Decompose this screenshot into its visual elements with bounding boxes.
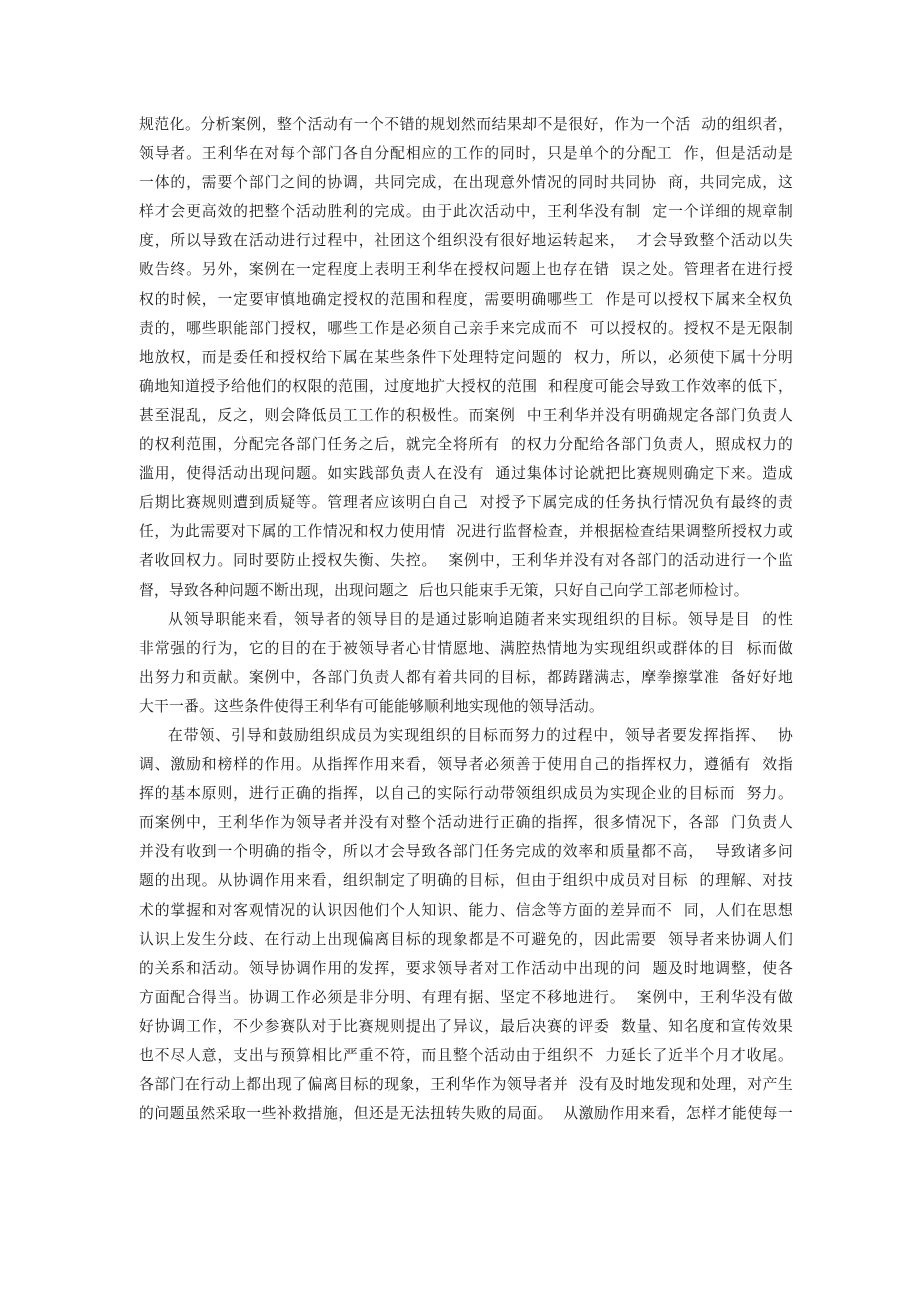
text-line: 各部门在行动上都出现了偏离目标的现象，王利华作为领导者并 没有及时地发现和处理，对产生	[139, 1076, 793, 1094]
text-line: 责的，哪些职能部门授权，哪些工作是必须自己亲手来完成而不 可以授权的。授权不是无限制	[139, 319, 793, 337]
text-line: 好协调工作，不少参赛队对于比赛规则提出了异议，最后决赛的评委 数量、知名度和宣传效果	[139, 1017, 793, 1035]
text-line: 地放权，而是委任和授权给下属在某些条件下处理特定问题的 权力，所以，必须使下属十分明	[139, 348, 793, 366]
text-line: 者收回权力。同时要防止授权失衡、失控。 案例中，王利华并没有对各部门的活动进行一个监	[139, 552, 793, 570]
text-line: 后期比赛规则遭到质疑等。管理者应该明白自己 对授予下属完成的任务执行情况负有最终的责	[139, 494, 793, 512]
text-line: 在带领、引导和鼓励组织成员为实现组织的目标而努力的过程中，领导者要发挥指挥、 协	[168, 726, 793, 744]
text-line: 任，为此需要对下属的工作情况和权力使用情 况进行监督检查，并根据检查结果调整所授权力或	[139, 523, 793, 541]
text-line: 滥用，使得活动出现问题。如实践部负责人在没有 通过集体讨论就把比赛规则确定下来。造成	[139, 465, 793, 483]
text-line: 的关系和活动。领导协调作用的发挥，要求领导者对工作活动中出现的问 题及时地调整，使各	[139, 959, 793, 977]
text-line: 度，所以导致在活动进行过程中，社团这个组织没有很好地运转起来， 才会导致整个活动以失	[139, 232, 793, 250]
text-line: 的问题虽然采取一些补救措施，但还是无法扭转失败的局面。 从激励作用来看，怎样才能使每一	[139, 1105, 793, 1123]
text-line: 出努力和贡献。案例中，各部门负责人都有着共同的目标，都踌躇满志，摩拳擦掌准 备好好地	[139, 668, 793, 686]
text-line: 权的时候，一定要审慎地确定授权的范围和程度，需要明确哪些工 作是可以授权下属来全权负	[139, 290, 793, 308]
text-line: 大干一番。这些条件使得王利华有可能能够顺利地实现他的领导活动。	[139, 697, 604, 715]
text-line: 样才会更高效的把整个活动胜利的完成。由于此次活动中，王利华没有制 定一个详细的规章制	[139, 203, 793, 221]
text-line: 调、激励和榜样的作用。从指挥作用来看，领导者必须善于使用自己的指挥权力，遵循有 效指	[139, 756, 793, 774]
text-line: 题的出现。从协调作用来看，组织制定了明确的目标，但由于组织中成员对目标 的理解、对技	[139, 872, 793, 890]
text-line: 术的掌握和对客观情况的认识因他们个人知识、能力、信念等方面的差异而不 同，人们在思想	[139, 901, 793, 919]
text-line: 领导者。王利华在对每个部门各自分配相应的工作的同时，只是单个的分配工 作，但是活动是	[139, 145, 793, 163]
text-line: 甚至混乱，反之，则会降低员工工作的积极性。而案例 中王利华并没有明确规定各部门负责人	[139, 406, 793, 424]
text-line: 并没有收到一个明确的指令，所以才会导致各部门任务完成的效率和质量都不高， 导致诸多问	[139, 843, 793, 861]
text-line: 的权利范围，分配完各部门任务之后，就完全将所有 的权力分配给各部门负责人，照成权力的	[139, 436, 793, 454]
text-line: 方面配合得当。协调工作必须是非分明、有理有据、坚定不移地进行。 案例中，王利华没有做	[139, 988, 793, 1006]
text-line: 规范化。分析案例，整个活动有一个不错的规划然而结果却不是很好，作为一个活 动的组织者，	[139, 116, 793, 133]
text-line: 也不尽人意，支出与预算相比严重不符，而且整个活动由于组织不 力延长了近半个月才收尾。	[139, 1047, 793, 1064]
text-line: 督，导致各种问题不断出现，出现问题之 后也只能束手无策，只好自己向学工部老师检讨。	[139, 581, 749, 599]
text-line: 而案例中，王利华作为领导者并没有对整个活动进行正确的指挥，很多情况下，各部 门负责人	[139, 814, 793, 832]
text-line: 认识上发生分歧、在行动上出现偏离目标的现象都是不可避免的，因此需要 领导者来协调人们	[139, 930, 793, 948]
text-line: 挥的基本原则，进行正确的指挥，以自己的实际行动带领组织成员为实现企业的目标而 努力。	[139, 785, 793, 803]
text-line: 一体的，需要个部门之间的协调，共同完成，在出现意外情况的同时共同协 商，共同完成，这	[139, 174, 793, 192]
body-text	[139, 110, 793, 1128]
text-line: 从领导职能来看，领导者的领导目的是通过影响追随者来实现组织的目标。领导是目 的性	[168, 610, 793, 628]
text-line: 确地知道授予给他们的权限的范围，过度地扩大授权的范围 和程度可能会导致工作效率的低下，	[139, 377, 793, 395]
text-line: 败告终。另外，案例在一定程度上表明王利华在授权问题上也存在错 误之处。管理者在进行授	[139, 261, 793, 279]
text-line: 非常强的行为，它的目的在于被领导者心甘情愿地、满腔热情地为实现组织或群体的目 标而做	[139, 639, 793, 657]
